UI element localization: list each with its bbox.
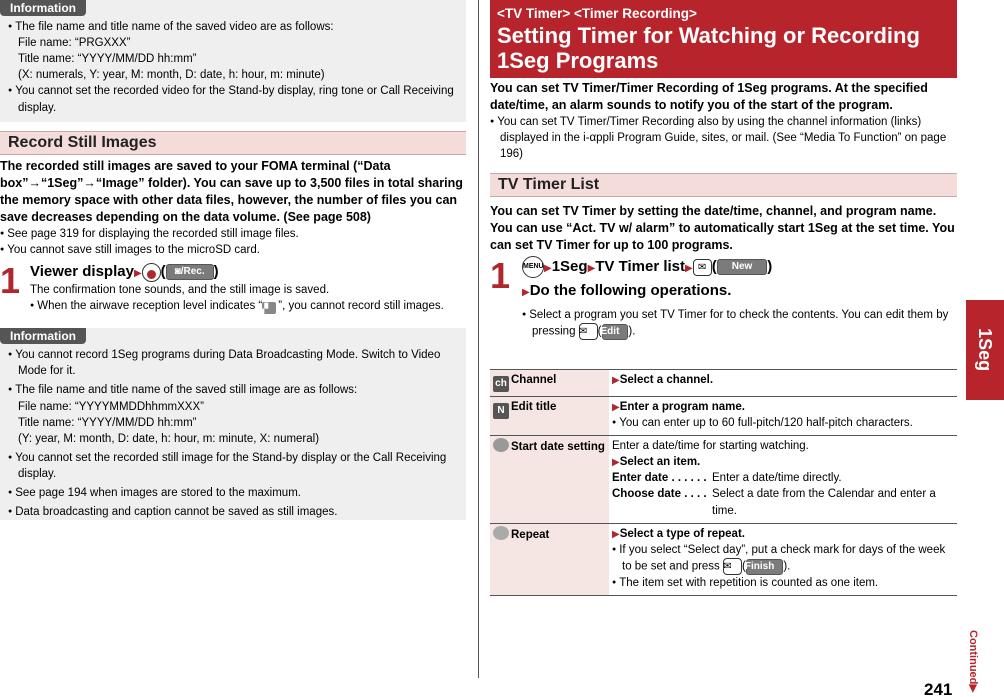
row-bullet: ● You can enter up to 60 full-pitch/120 half-pitch characters. (612, 415, 954, 431)
row-label-repeat: Repeat (490, 524, 609, 596)
info-bullet: ● The file name and title name of the saved still image are as follows: (8, 382, 458, 398)
step-desc: The confirmation tone sounds, and the still image is saved. (30, 284, 330, 297)
softkey-label: Rec. (183, 266, 205, 278)
step-bullet: ● Select a program you set TV Timer for to check the contents. You can edit them by pressing ✉ (Edit ). (522, 307, 957, 340)
step-instruction: MENU▶1Seg▶TV Timer list▶ ✉ ( New ) ▶Do the following operations. (522, 258, 773, 300)
info-line: Title name: “YYYY/MM/DD hh:mm” (18, 53, 197, 66)
info-line: File name: “YYYYMMDDhhmmXXX” (18, 400, 204, 413)
title-block (490, 0, 957, 78)
center-key-icon (142, 263, 161, 282)
option-pair: Choose date . . . . Select a date from the Calendar and enter a time. (612, 488, 936, 517)
repeat-icon (493, 526, 509, 540)
column-divider (478, 0, 479, 678)
page-number: 241 (924, 680, 953, 697)
step-text: 1Seg (551, 258, 588, 276)
record-step (0, 261, 466, 325)
row-content: ▶Select a channel. (609, 370, 957, 397)
row-label-start-date: Start date setting (490, 436, 609, 524)
left-column (0, 0, 466, 520)
table-row (490, 436, 957, 524)
row-bullet: ● The item set with repetition is counted as one item. (612, 575, 954, 591)
info-bullet: ● The file name and title name of the saved video are as follows: (8, 19, 458, 35)
info-line: File name: “PRGXXX” (18, 37, 131, 50)
row-bullet: ● If you select “Select day”, put a check mark for days of the week to be set and press ✉ (Finish ). (612, 542, 954, 575)
info-box-video (0, 0, 466, 122)
side-tab: 1Seg (966, 300, 1004, 400)
info-bullet: ● Data broadcasting and caption cannot be saved as still images. (8, 504, 458, 520)
table-row (490, 370, 957, 397)
row-content: ▶Select a type of repeat. ● If you select “Select day”, put a check mark for days of the week to be set and press ✉ (Finish ). ● The item set with repetition is counted as one item. (609, 524, 957, 596)
info-line: Title name: “YYYY/MM/DD hh:mm” (18, 416, 197, 429)
info-bullet: ● You cannot set the recorded still image for the Stand-by display or the Call Receiving display. (8, 450, 458, 482)
step-bullet: ● When the airwave reception level indicates “▞ ”, you cannot record still images. (30, 298, 466, 314)
option-pair: Enter date . . . . . . Enter a date/time directly. (612, 472, 842, 485)
info-bullet: ● You cannot record 1Seg programs during Data Broadcasting Mode. Switch to Video Mode for it. (8, 347, 458, 379)
section-heading-tv-timer-list: TV Timer List (490, 173, 957, 197)
arrow-icon: ▶ (612, 375, 620, 386)
arrow-icon: ▶ (544, 263, 552, 275)
record-still-intro: The recorded still images are saved to your FOMA terminal (“Data box”→“1Seg”→“Image” folder). You can save up to 3,500 files in total sharing the memory space with other data files, however, the number of files you can save decreases depending on the data volume. (See page 508) (0, 159, 463, 224)
table-row (490, 524, 957, 596)
mail-key-icon: ✉ (693, 259, 712, 276)
step-text: TV Timer list (595, 258, 686, 276)
table-row (490, 397, 957, 436)
step-text: Viewer display (30, 263, 134, 281)
title-tags: <TV Timer> <Timer Recording> (497, 6, 697, 21)
timer-step (490, 256, 957, 340)
page-title: Setting Timer for Watching or Recording 1Seg Programs (497, 23, 920, 73)
mail-key-icon: ✉ (723, 558, 742, 575)
info-bullet: ● See page 194 when images are stored to the maximum. (8, 485, 458, 501)
continued-label: Continued▶ (967, 630, 979, 693)
row-label-edit-title: N Edit title (490, 397, 609, 436)
section-heading-record-still: Record Still Images (0, 131, 466, 155)
finish-softkey: Finish (746, 559, 783, 575)
clock-icon (493, 438, 509, 452)
edit-title-icon: N (493, 403, 509, 419)
info-line: (Y: year, M: month, D: date, h: hour, m: minute, X: numeral) (18, 432, 320, 445)
arrow-icon: ▶ (612, 529, 620, 541)
record-still-bullet: ● See page 319 for displaying the recorded still image files. (0, 226, 466, 242)
step-text: Do the following operations. (529, 282, 732, 300)
options-table (490, 369, 957, 596)
step-number: 1 (0, 260, 21, 302)
info-line: (X: numerals, Y: year, M: month, D: date, h: hour, m: minute) (18, 69, 325, 82)
timer-bullet: ● You can set TV Timer/Timer Recording also by using the channel information (links) displayed in the i-αppli Program Guide, sites, or mail. (See “Media To Function” on page 196) (490, 114, 957, 162)
step-number: 1 (490, 255, 511, 297)
arrow-icon: ▶ (612, 457, 620, 469)
row-content: Enter a date/time for starting watching. ▶Select an item. Enter date . . . . . . Enter a date/time directly. Choose date . . . . Select a date from the Calendar and enter a time. (609, 436, 957, 524)
row-desc: Enter a date/time for starting watching. (612, 440, 809, 453)
arrow-icon: ▶ (133, 268, 142, 280)
signal-out-icon: ▞ (262, 302, 276, 314)
camera-icon: ◙/ (174, 266, 184, 278)
arrow-icon: ▶ (685, 263, 693, 275)
right-column (490, 0, 957, 340)
menu-key-icon: MENU (522, 256, 544, 278)
rec-softkey (166, 264, 214, 280)
record-still-bullet: ● You cannot save still images to the microSD card. (0, 242, 466, 258)
info-bullet: ● You cannot set the recorded video for the Stand-by display, ring tone or Call Receiving display. (8, 83, 458, 115)
arrow-icon: ▶ (522, 287, 530, 299)
info-tag: Information (0, 0, 86, 16)
step-instruction: Viewer display▶ ( ◙/Rec. ) (30, 263, 219, 281)
new-softkey: New (717, 259, 768, 275)
edit-softkey: Edit (602, 324, 629, 340)
mail-key-icon: ✉ (579, 323, 598, 340)
arrow-icon: ▶ (587, 263, 596, 275)
row-label-channel: ch Channel (490, 370, 609, 397)
row-content: ▶Enter a program name. ● You can enter up to 60 full-pitch/120 half-pitch characters. (609, 397, 957, 436)
arrow-icon: ▶ (612, 402, 620, 413)
timer-intro: You can set TV Timer/Timer Recording of 1Seg programs. At the specified date/time, an alarm sounds to notify you of the start of the program. (490, 81, 928, 112)
info-box-still (0, 328, 466, 520)
timer-list-intro: You can set TV Timer by setting the date/time, channel, and program name. You can use “Act. TV w/ alarm” to automatically start 1Seg at the set time. You can set TV Timer for up to 100 programs. (490, 204, 955, 253)
arrow-icon: ▶ (967, 684, 979, 693)
info-tag: Information (0, 328, 86, 344)
channel-icon: ch (493, 376, 509, 392)
